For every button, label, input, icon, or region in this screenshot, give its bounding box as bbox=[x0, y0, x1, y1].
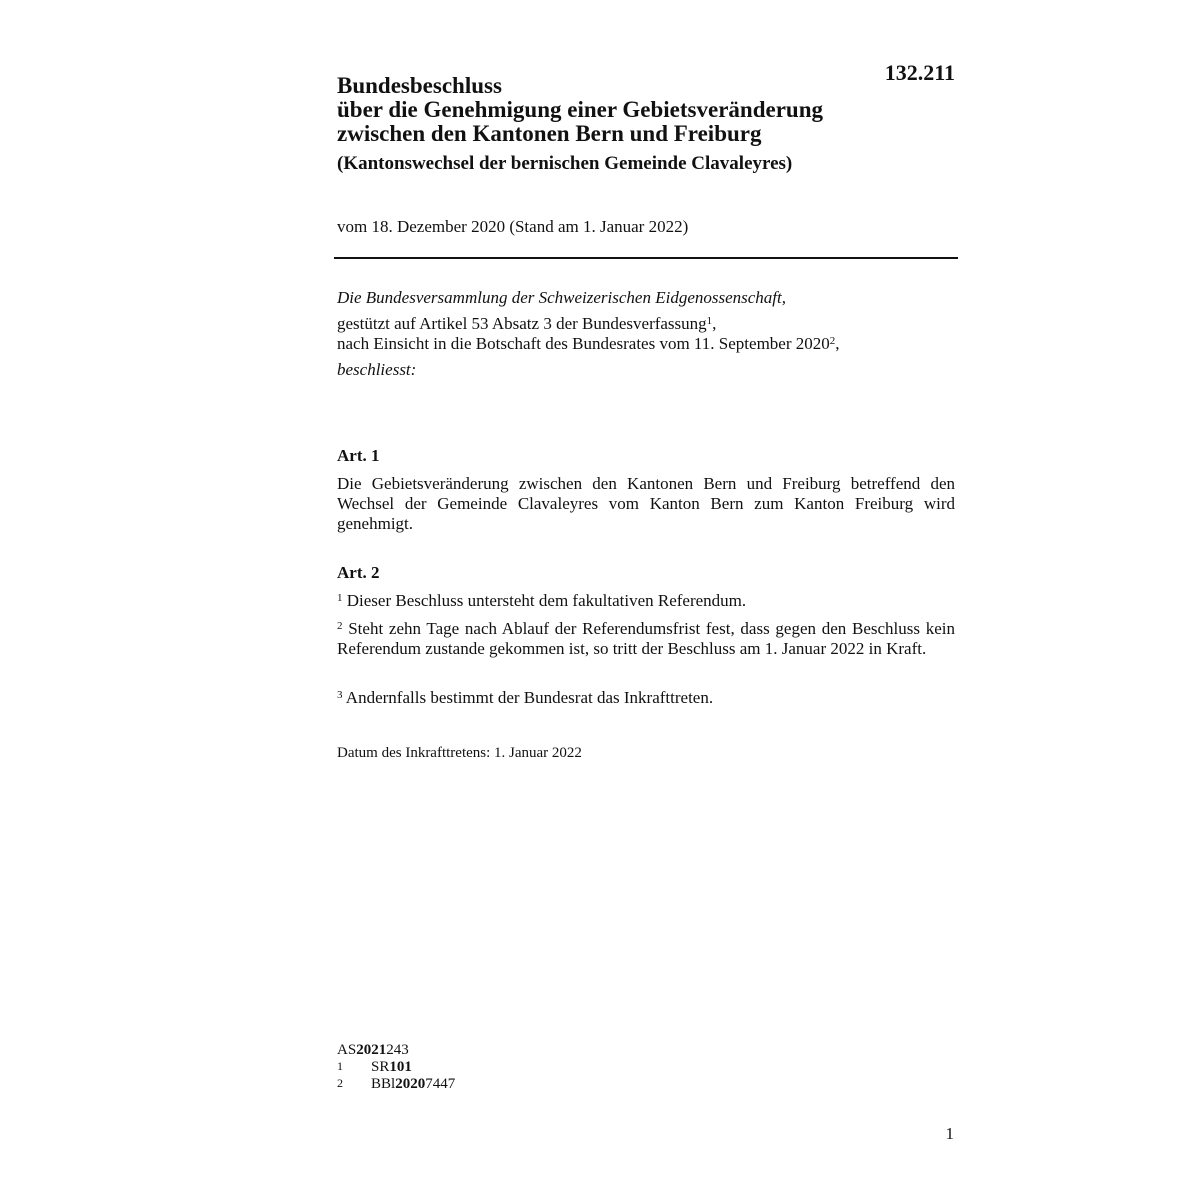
preamble bbox=[337, 288, 957, 380]
article-2-heading: Art. 2 bbox=[337, 563, 380, 582]
footnote-mark: 2 bbox=[337, 1076, 343, 1090]
footnotes bbox=[337, 1042, 455, 1093]
preamble-resolves: beschliesst: bbox=[337, 360, 417, 379]
sr-number: 132.211 bbox=[884, 60, 955, 85]
as-reference: AS 2021 243 bbox=[337, 1042, 409, 1058]
article-2-paragraph-3: $^3$ Andernfalls bestimmt der Bundesrat das Inkrafttreten. bbox=[337, 688, 714, 707]
preamble-authority: Die Bundesversammlung der Schweizerischen Eidgenossenschaft, bbox=[337, 288, 786, 307]
footnote-ref[interactable]: 2 bbox=[829, 335, 836, 347]
article-2-paragraph-1: $^1$ Dieser Beschluss untersteht dem fakultativen Referendum. bbox=[337, 591, 747, 610]
page-number: 1 bbox=[945, 1124, 954, 1143]
title-line: zwischen den Kantonen Bern und Freiburg bbox=[337, 121, 762, 146]
document-title bbox=[337, 74, 897, 146]
title-line: über die Genehmigung einer Gebietsveränderung bbox=[337, 97, 823, 122]
footnote-mark: 1 bbox=[337, 1059, 343, 1073]
footnote-2: 2 BBl 2020 7447 bbox=[337, 1076, 456, 1092]
article-1-heading: Art. 1 bbox=[337, 446, 380, 465]
header-divider bbox=[334, 257, 958, 259]
preamble-message: nach Einsicht in die Botschaft des Bundesrates vom 11. September 2020$^2$, bbox=[337, 334, 840, 353]
article-1-text: Die Gebietsveränderung zwischen den Kantonen Bern und Freiburg betreffend den Wechsel der Gemeinde Clavaleyres vom Kanton Bern zum Kanton Freiburg wird genehmigt. bbox=[337, 474, 955, 533]
footnote-ref[interactable]: 1 bbox=[706, 315, 713, 327]
date-line: vom 18. Dezember 2020 (Stand am 1. Januar 2022) bbox=[337, 217, 689, 236]
footnote-1: 1 SR 101 bbox=[337, 1059, 412, 1075]
document-subtitle: (Kantonswechsel der bernischen Gemeinde Clavaleyres) bbox=[337, 153, 793, 174]
preamble-basis: gestützt auf Artikel 53 Absatz 3 der Bundesverfassung$^1$, bbox=[337, 314, 717, 333]
entry-into-force: Datum des Inkrafttretens: 1. Januar 2022 bbox=[337, 745, 582, 761]
article-2-paragraph-2: $^2$ Steht zehn Tage nach Ablauf der Referendumsfrist fest, dass gegen den Beschluss kein Referendum zustande gekommen ist, so tritt der Beschluss am 1. Januar 2022 in Kraft. bbox=[337, 619, 955, 658]
title-line: Bundesbeschluss bbox=[337, 73, 502, 98]
